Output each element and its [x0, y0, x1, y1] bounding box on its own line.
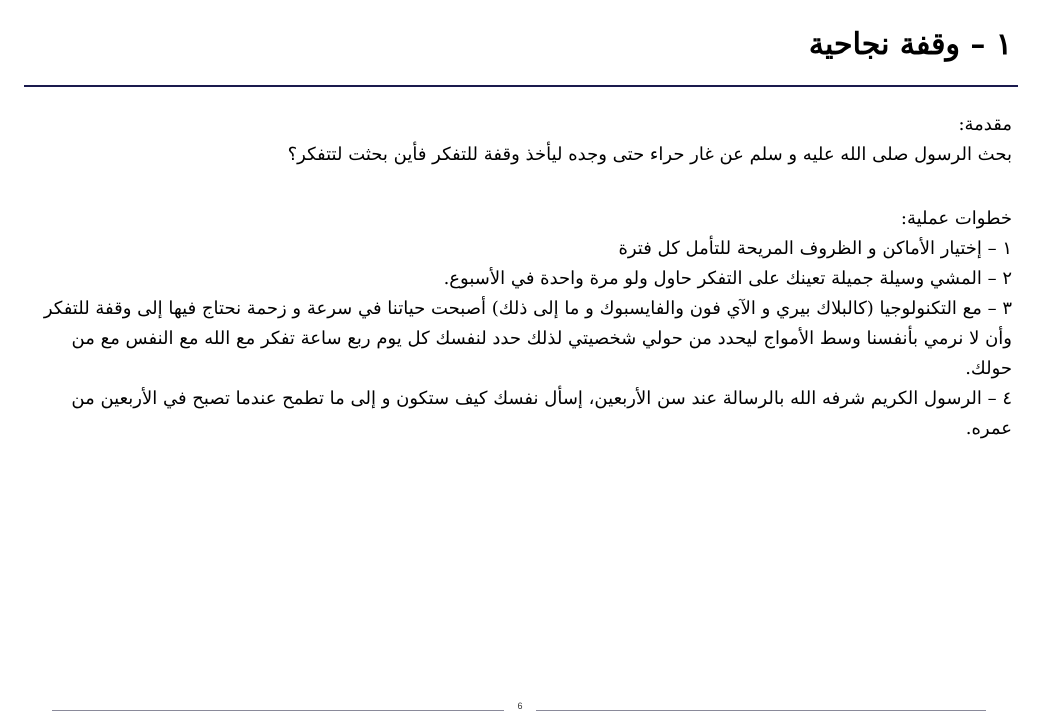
step-item-4: ٤ – الرسول الكريم شرفه الله بالرسالة عند سن الأربعين، إسأل نفسك كيف ستكون و إلى ما تطمح عندما تصبح في الأربعين من عمره.: [71, 388, 1012, 439]
content-body: [40, 110, 1012, 444]
step-item-1: ١ – إختيار الأماكن و الظروف المريحة للتأمل كل فترة: [618, 238, 1012, 259]
step-item-3: ٣ – مع التكنولوجيا (كالبلاك بيري و الآي فون والفايسبوك و ما إلى ذلك) أصبحت حياتنا في سرعة و زحمة نحتاج فيها إلى وقفة للتفكر وأن لا نرمي بأنفسنا وسط الأمواج ليحدد من حولي شخصيتي لذلك حدد لنفسك كل يوم ربع ساعة تفكر مع الله مع النفس مع من حولك.: [43, 298, 1012, 379]
footer-rule-right: [536, 710, 986, 711]
intro-paragraph: بحث الرسول صلى الله عليه و سلم عن غار حراء حتى وجده ليأخذ وقفة للتفكر فأين بحثت لتتفكر؟: [287, 144, 1012, 165]
steps-heading: خطوات عملية:: [900, 208, 1012, 229]
steps-list: [40, 234, 1012, 444]
section-spacer: [40, 170, 1012, 204]
intro-heading: مقدمة:: [958, 114, 1012, 135]
title-divider: [24, 85, 1018, 87]
step-item-2: ٢ – المشي وسيلة جميلة تعينك على التفكر حاول ولو مرة واحدة في الأسبوع.: [443, 268, 1012, 289]
page-title: ١ – وقفة نجاحية: [808, 27, 1012, 62]
footer-rule-left: [52, 710, 504, 711]
page-number: 6: [517, 701, 523, 711]
